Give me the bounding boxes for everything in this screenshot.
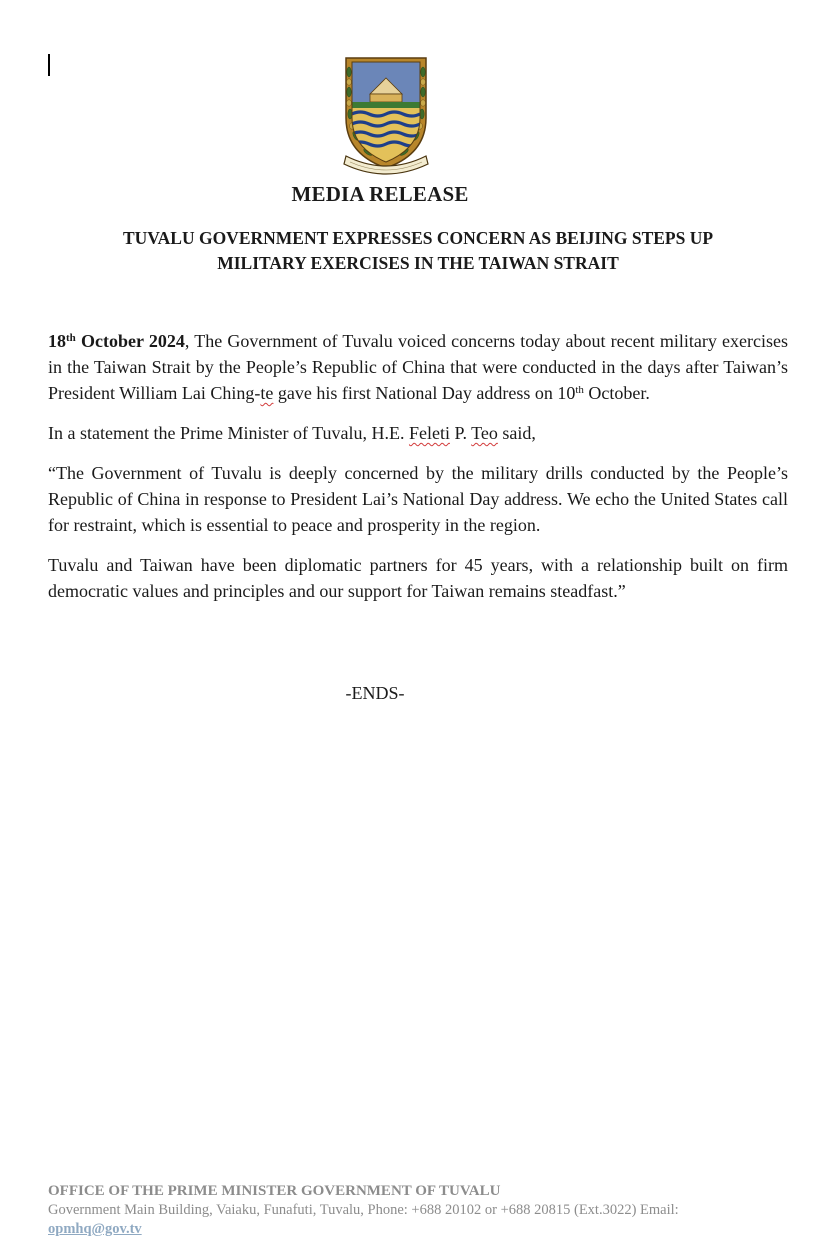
- spellcheck-flagged-word: te: [260, 383, 274, 403]
- release-title-line-1: TUVALU GOVERNMENT EXPRESSES CONCERN AS BEIJING STEPS UP: [122, 228, 714, 248]
- text-cursor: [48, 54, 50, 76]
- page-footer: [48, 1182, 808, 1239]
- paragraph-statement-intro: In a statement the Prime Minister of Tuvalu, H.E. Feleti P. Teo said,: [48, 423, 536, 443]
- release-title-line-2: MILITARY EXERCISES IN THE TAIWAN STRAIT: [217, 253, 619, 273]
- spellcheck-flagged-word: Feleti: [408, 423, 450, 443]
- footer-office-name: OFFICE OF THE PRIME MINISTER GOVERNMENT OF TUVALU: [48, 1183, 501, 1199]
- paragraph-quote: “The Government of Tuvalu is deeply concerned by the military drills conducted by the People’s Republic of China in response to President Lai’s National Day address. We echo the United States call for restraint, which is essential to peace and prosperity in the region.: [48, 463, 788, 535]
- spellcheck-flagged-word: Teo: [471, 423, 498, 443]
- release-title: [48, 226, 788, 276]
- paragraph-date-intro: 18th October 2024, The Government of Tuvalu voiced concerns today about recent military exercises in the Taiwan Strait by the People’s Republic of China that were conducted in the days after Taiwan’s President William Lai Ching-te gave his first National Day address on 10th October.: [48, 331, 788, 403]
- release-date: 18th October 2024: [48, 331, 185, 351]
- ends-marker: -ENDS-: [345, 683, 405, 703]
- paragraph-partnership: Tuvalu and Taiwan have been diplomatic partners for 45 years, with a relationship built on firm democratic values and principles and our support for Taiwan remains steadfast.”: [48, 555, 788, 601]
- footer-email-link[interactable]: opmhq@gov.tv: [48, 1221, 142, 1237]
- footer-address: Government Main Building, Vaiaku, Funafuti, Tuvalu, Phone: +688 20102 or +688 20815 (Ext.3022) Email:: [48, 1202, 679, 1218]
- tuvalu-coat-of-arms-emblem: [340, 52, 432, 178]
- media-release-heading: MEDIA RELEASE: [291, 182, 469, 206]
- release-body: [48, 328, 788, 618]
